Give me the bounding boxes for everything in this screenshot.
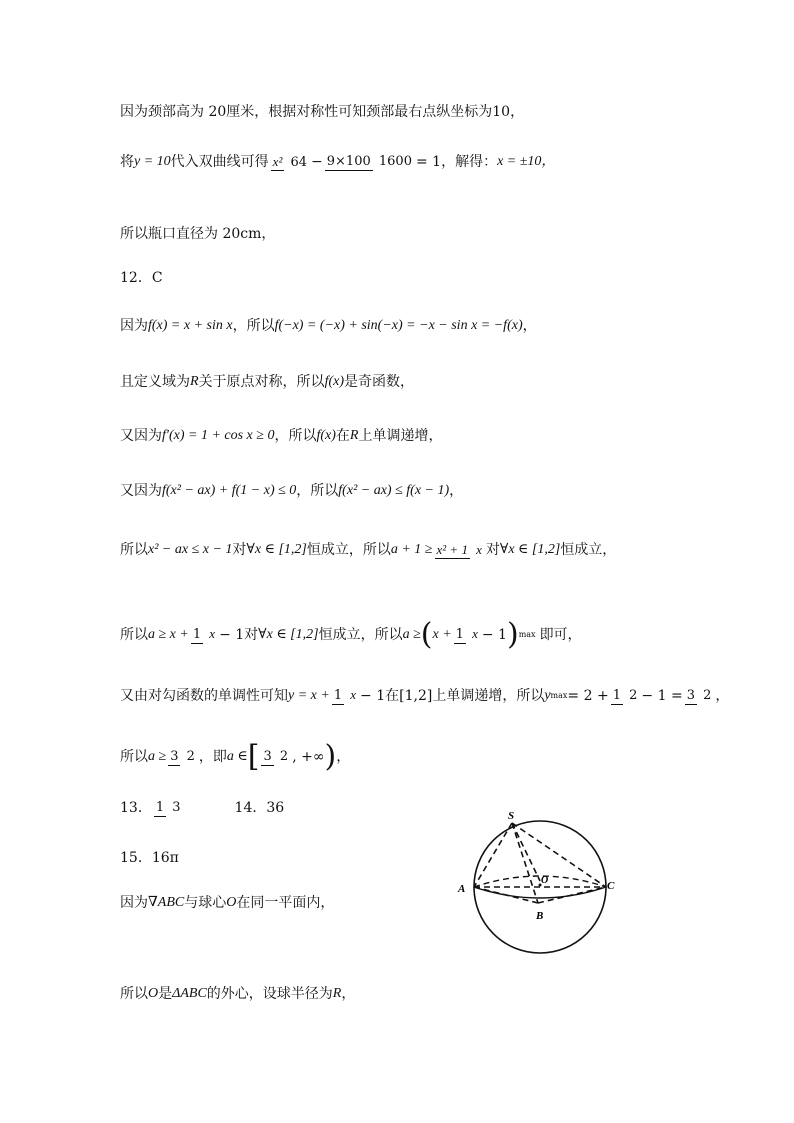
answer-15: 15．16π bbox=[120, 850, 179, 866]
label-C: C bbox=[607, 880, 615, 892]
fraction: 3 2 bbox=[263, 748, 289, 764]
text-line-12: 所以 a ≥ 3 2 ，即 a ∈ [ 3 2 , +∞ ) ， bbox=[120, 739, 351, 774]
label-A: A bbox=[458, 883, 466, 895]
fraction: 3 2 bbox=[686, 687, 712, 703]
label-S: S bbox=[508, 810, 515, 822]
fraction: 9×100 1600 bbox=[326, 153, 412, 169]
text-line-16: 所以 O 是 ΔABC 的外心，设球半径为 R ， bbox=[120, 986, 356, 1002]
segment-SB bbox=[512, 823, 538, 903]
right-paren: ) bbox=[506, 617, 519, 652]
text-line-9: 所以 x² − ax ≤ x − 1 对 ∀x ∈ [1,2] 恒成立，所以 a + 1 ≥ x² + 1 x 对 ∀x ∈ [1,2] 恒成立， bbox=[120, 541, 617, 558]
fraction: 1 2 bbox=[612, 687, 638, 703]
text-line-2: 将 y = 10 代入双曲线可得 x² 64 − 9×100 1600 = 1，解得： x = ±10， bbox=[120, 153, 556, 170]
text-line-10: 所以 a ≥ x + 1 x − 1 对 ∀x ∈ [1,2] 恒成立，所以 a ≥ ( x + 1 x − 1 ) max 即可， bbox=[120, 617, 582, 652]
label-B: B bbox=[536, 910, 544, 922]
fraction: 1 3 bbox=[155, 799, 181, 815]
answer-12: 12．C bbox=[120, 270, 163, 286]
fraction: 1 x bbox=[455, 626, 478, 642]
text-line-15: 因为 ∇ABC 与球心 O 在同一平面内， bbox=[120, 895, 335, 911]
fraction: 3 2 bbox=[170, 748, 195, 764]
sphere-figure bbox=[450, 805, 630, 965]
text-line-7: 又因为 f′(x) = 1 + cos x ≥ 0 ，所以 f(x) 在 R 上单调递增， bbox=[120, 428, 443, 444]
text-line-3: 所以瓶口直径为 20cm， bbox=[120, 226, 276, 242]
left-bracket: [ bbox=[247, 739, 260, 774]
text-line-6: 且定义域为 R 关于原点对称，所以 f(x) 是奇函数， bbox=[120, 374, 414, 390]
text-line-11: 又由对勾函数的单调性可知 y = x + 1 x − 1 在 [1,2] 上单调递增，所以 y max = 2 + 1 2 − 1 = 3 2 ， bbox=[120, 687, 730, 704]
fraction: 1 x bbox=[192, 626, 216, 642]
segment-SO bbox=[512, 823, 540, 881]
fraction: x² 64 bbox=[272, 153, 308, 170]
segment-BC bbox=[538, 887, 606, 903]
left-paren: ( bbox=[420, 617, 433, 652]
segment-SC bbox=[512, 823, 606, 887]
fraction: 1 x bbox=[333, 687, 357, 703]
fraction: x² + 1 x bbox=[436, 541, 482, 557]
text-line-1: 因为颈部高为 20厘米，根据对称性可知颈部最右点纵坐标为10， bbox=[120, 104, 525, 120]
segment-SA bbox=[474, 823, 512, 887]
text-line-8: 又因为 f(x² − ax) + f(1 − x) ≤ 0 ，所以 f(x² − ax) ≤ f(x − 1) ， bbox=[120, 483, 464, 499]
label-O: O bbox=[541, 875, 549, 886]
text-line-5: 因为 f(x) = x + sin x ，所以 f(−x) = (−x) + sin(−x) = −x − sin x = −f(x) ， bbox=[120, 318, 537, 334]
answer-13-14: 13． 1 3 14．36 bbox=[120, 799, 285, 816]
right-paren: ) bbox=[324, 739, 337, 774]
